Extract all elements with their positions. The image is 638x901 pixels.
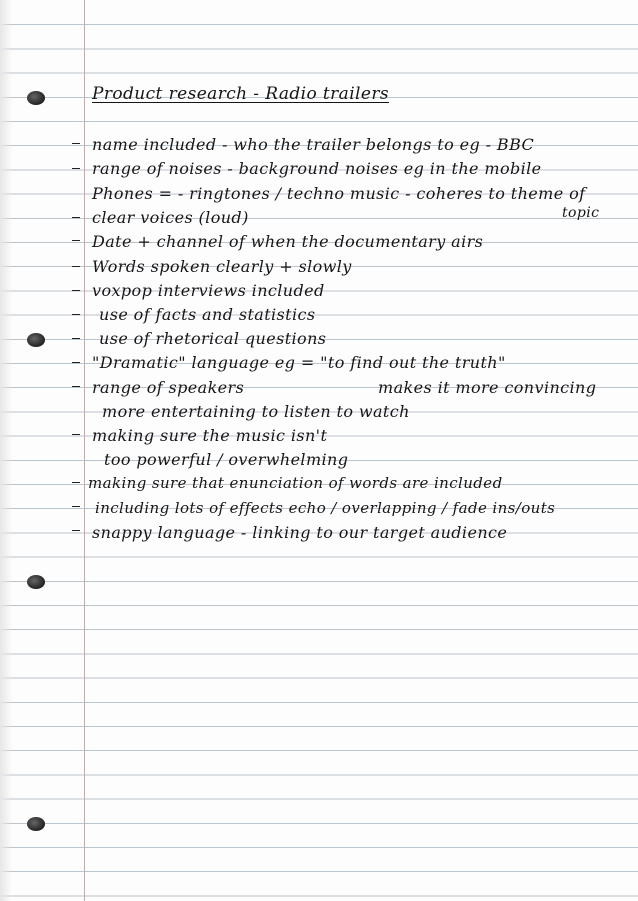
page-edge-shadow (0, 0, 12, 901)
bullet-dash (72, 506, 80, 507)
note-line: Date + channel of when the documentary airs (92, 232, 484, 251)
bullet-dash (72, 217, 80, 218)
note-line: making sure the music isn't (92, 426, 328, 445)
note-line: Words spoken clearly + slowly (92, 257, 352, 276)
note-line: Phones = - ringtones / techno music - coheres to theme of (92, 184, 586, 203)
bullet-dash (72, 314, 80, 315)
bullet-dash (72, 168, 80, 169)
notes-title: Product research - Radio trailers (92, 84, 390, 104)
bullet-dash (72, 266, 80, 267)
punch-hole (27, 575, 45, 589)
punch-hole (27, 333, 45, 347)
note-line: use of rhetorical questions (99, 329, 327, 348)
note-line: voxpop interviews included (92, 281, 325, 300)
bullet-dash (72, 386, 80, 387)
note-line: range of noises - background noises eg in the mobile (92, 159, 542, 178)
note-line: too powerful / overwhelming (104, 450, 349, 469)
bullet-dash (72, 530, 80, 531)
note-line: topic (562, 205, 600, 221)
note-line: including lots of effects echo / overlapping / fade ins/outs (95, 499, 556, 517)
bullet-dash (72, 143, 80, 144)
punch-hole (27, 91, 45, 105)
note-line: use of facts and statistics (99, 305, 316, 324)
note-line: clear voices (loud) (92, 208, 249, 227)
note-line: more entertaining to listen to watch (102, 402, 410, 421)
bullet-dash (72, 338, 80, 339)
margin-line (84, 0, 85, 901)
bullet-dash (72, 240, 80, 241)
note-line: snappy language - linking to our target audience (92, 523, 508, 542)
note-line: range of speakers (92, 378, 245, 397)
note-line: "Dramatic" language eg = "to find out the truth" (92, 353, 506, 372)
bullet-dash (72, 290, 80, 291)
note-line: making sure that enunciation of words are included (88, 474, 503, 492)
punch-hole (27, 817, 45, 831)
bullet-dash (72, 482, 80, 483)
note-line: makes it more convincing (378, 378, 597, 397)
bullet-dash (72, 362, 80, 363)
bullet-dash (72, 434, 80, 435)
note-line: name included - who the trailer belongs to eg - BBC (92, 135, 535, 154)
